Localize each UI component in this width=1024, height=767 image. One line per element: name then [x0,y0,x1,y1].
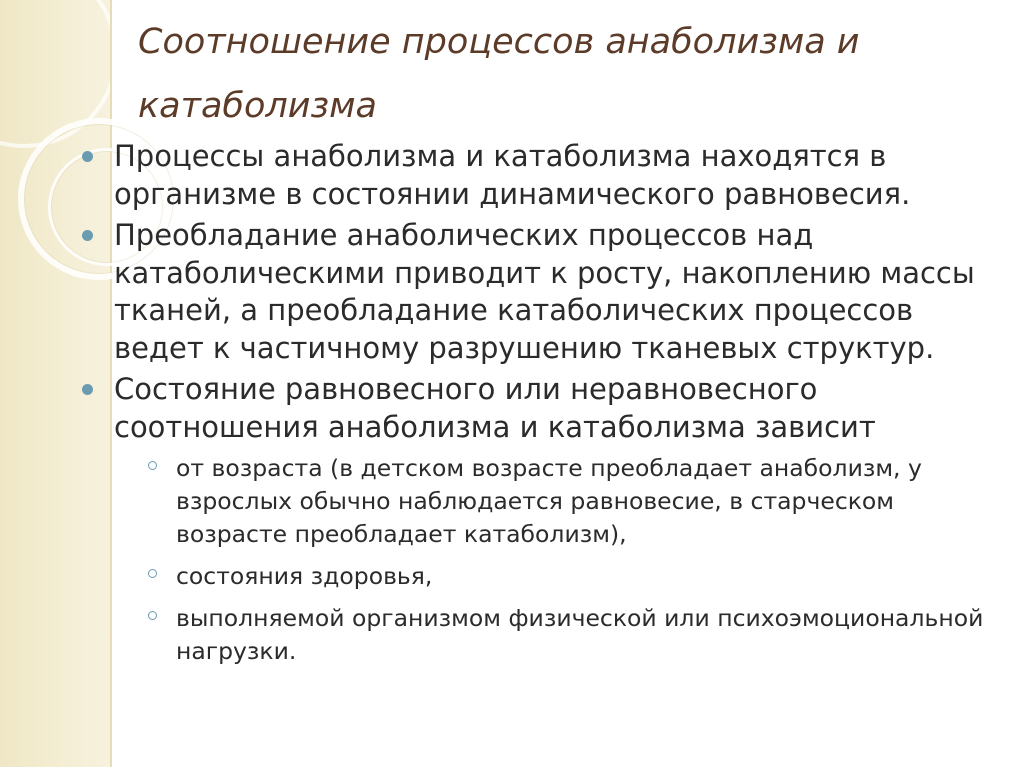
slide-body [82,138,1012,677]
ring-bullet-icon [148,611,157,620]
ring-bullet-icon [148,461,157,470]
bullet-item [82,217,1012,367]
bullet-dot-icon [82,384,93,395]
sub-bullet-text: от возраста (в детском возрасте преобладает анаболизм, у взрослых обычно наблюдается равновесие, в старческом возрасте преобладает катаболизм), [176,454,922,548]
bullet-item [82,138,1012,213]
bullet-text: Состояние равновесного или неравновесного соотношения анаболизма и катаболизма зависит [114,372,876,444]
slide-title: Соотношение процессов анаболизма и катаболизма [138,22,860,126]
sub-bullet-item [114,602,1012,668]
sub-bullet-list [114,452,1012,668]
bullet-item [82,371,1012,668]
bullet-dot-icon [82,230,93,241]
bullet-text: Преобладание анаболических процессов над катаболическими приводит к росту, накоплению массы тканей, а преобладание катаболических процессов ведет к частичному разрушению тканевых структур. [114,218,975,365]
ring-bullet-icon [148,569,157,578]
bullet-dot-icon [82,151,93,162]
sub-bullet-item [114,452,1012,551]
sub-bullet-item [114,560,1012,593]
sub-bullet-text: выполняемой организмом физической или психоэмоциональной нагрузки. [176,604,984,665]
sub-bullet-text: состояния здоровья, [176,562,433,590]
bullet-text: Процессы анаболизма и катаболизма находятся в организме в состоянии динамического равновесия. [114,139,911,211]
